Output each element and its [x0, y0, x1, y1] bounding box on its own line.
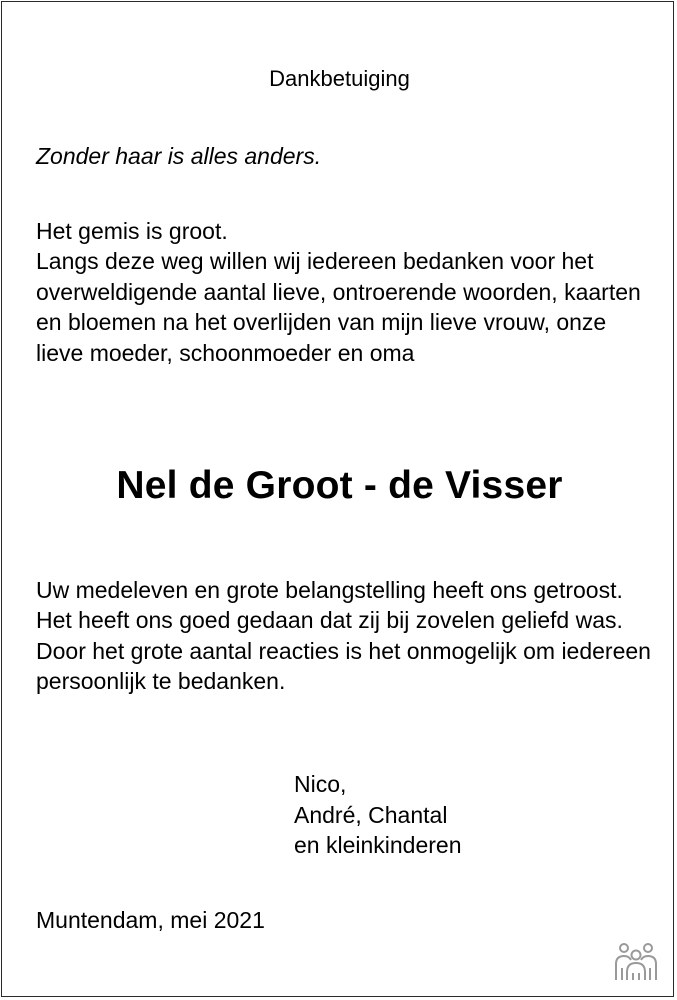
- signoff-block: [294, 769, 462, 861]
- thanks-intro-line: Het gemis is groot.: [36, 218, 228, 244]
- people-group-icon: [611, 942, 661, 982]
- announcement-heading: Dankbetuiging: [269, 66, 410, 91]
- thanks-paragraph: [36, 216, 651, 368]
- condolence-body-text: Uw medeleven en grote belangstelling heeft ons getroost. Het heeft ons goed gedaan dat zij bij zovelen geliefd was. Door het grote aantal reacties is het onmogelijk om iedereen persoonlijk te bedanken.: [36, 577, 651, 695]
- place-date: Muntendam, mei 2021: [36, 907, 265, 933]
- deceased-name: Nel de Groot - de Visser: [116, 464, 563, 507]
- signoff-line: Nico,: [294, 771, 347, 797]
- motto: Zonder haar is alles anders.: [36, 143, 322, 169]
- condolence-paragraph: [36, 575, 651, 697]
- signoff-line: en kleinkinderen: [294, 832, 462, 858]
- signoff-line: André, Chantal: [294, 801, 448, 828]
- announcement-card: [1, 1, 674, 997]
- thanks-body-text: Langs deze weg willen wij iedereen bedanken voor het overweldigende aantal lieve, ontroerende woorden, kaarten en bloemen na het overlijden van mijn lieve vrouw, onze lieve moeder, schoonmoeder en oma: [36, 248, 641, 366]
